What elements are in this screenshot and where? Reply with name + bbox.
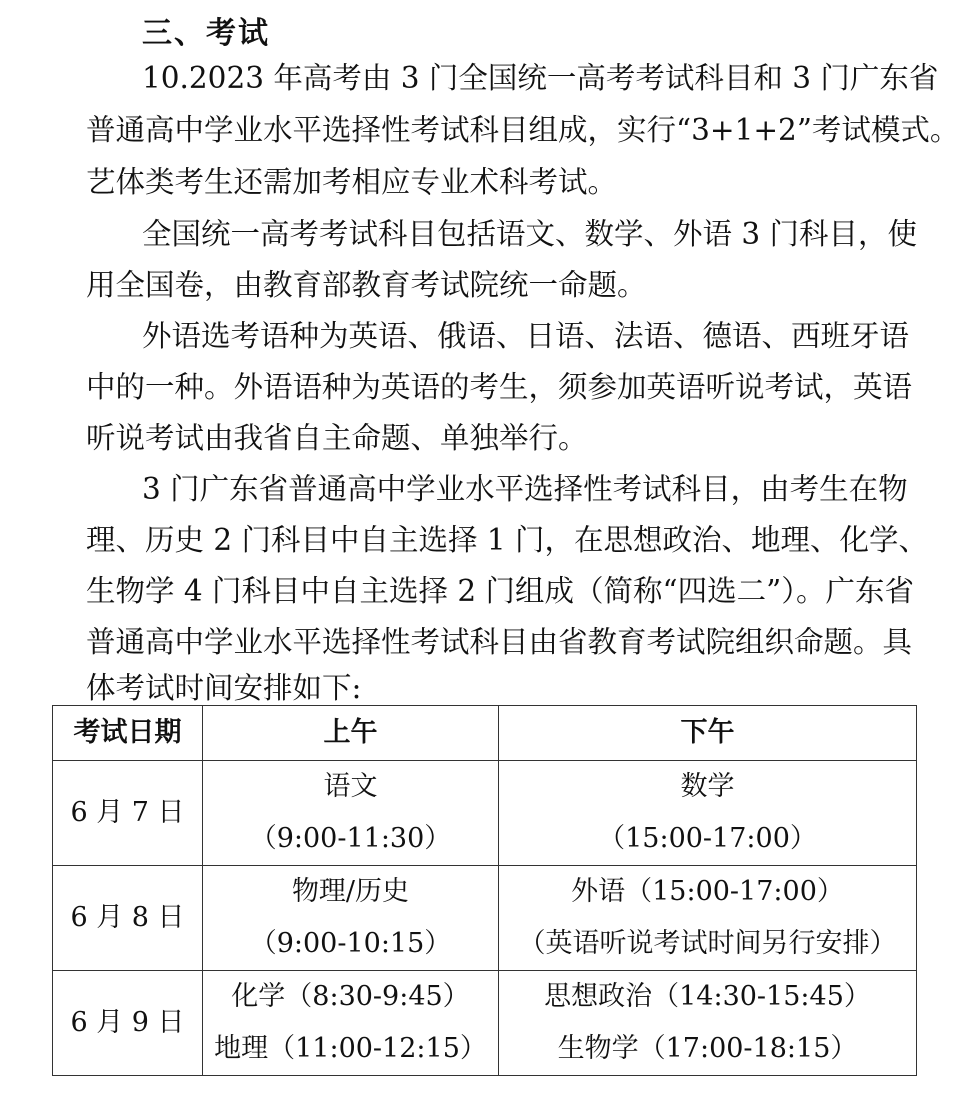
afternoon-subject-2: 生物学（17:00-18:15） [557, 1033, 858, 1064]
afternoon-note: （英语听说考试时间另行安排） [518, 928, 897, 959]
afternoon-subject: 数学 [680, 771, 735, 802]
row-date: 6 月 9 日 [53, 971, 203, 1076]
morning-subject-1: 化学（8:30-9:45） [231, 981, 470, 1012]
morning-time: （9:00-10:15） [249, 928, 452, 959]
section-heading: 三、考试 [142, 16, 270, 51]
paragraph-4-line-3: 生物学 4 门科目中自主选择 2 门组成（简称“四选二”）。广东省 [86, 574, 914, 608]
header-date: 考试日期 [53, 706, 203, 761]
morning-time: （9:00-11:30） [249, 823, 452, 854]
paragraph-4-line-1: 3 门广东省普通高中学业水平选择性考试科目，由考生在物 [142, 472, 908, 506]
afternoon-cell [499, 761, 917, 866]
paragraph-3-line-3: 听说考试由我省自主命题、单独举行。 [86, 421, 588, 455]
afternoon-subject: 外语（15:00-17:00） [571, 876, 844, 907]
morning-cell [203, 761, 499, 866]
paragraph-4-line-4: 普通高中学业水平选择性考试科目由省教育考试院组织命题。具 [86, 625, 913, 659]
paragraph-4-line-5: 体考试时间安排如下: [86, 671, 362, 705]
paragraph-1-line-3: 艺体类考生还需加考相应专业术科考试。 [86, 165, 618, 199]
table-row [53, 761, 917, 866]
paragraph-4-line-2: 理、历史 2 门科目中自主选择 1 门，在思想政治、地理、化学、 [86, 523, 929, 557]
morning-cell [203, 866, 499, 971]
afternoon-cell [499, 971, 917, 1076]
paragraph-1-line-1: 10.2023 年高考由 3 门全国统一高考考试科目和 3 门广东省 [142, 61, 939, 95]
row-date: 6 月 8 日 [53, 866, 203, 971]
paragraph-2-line-2: 用全国卷，由教育部教育考试院统一命题。 [86, 268, 647, 302]
header-afternoon: 下午 [499, 706, 917, 761]
exam-schedule-table [52, 705, 917, 1076]
table-header-row [53, 706, 917, 761]
paragraph-2-line-1: 全国统一高考考试科目包括语文、数学、外语 3 门科目，使 [142, 217, 918, 251]
morning-cell [203, 971, 499, 1076]
table-row [53, 866, 917, 971]
paragraph-3-line-1: 外语选考语种为英语、俄语、日语、法语、德语、西班牙语 [142, 319, 910, 353]
morning-subject: 语文 [323, 771, 378, 802]
table-row [53, 971, 917, 1076]
afternoon-subject-1: 思想政治（14:30-15:45） [544, 981, 871, 1012]
row-date: 6 月 7 日 [53, 761, 203, 866]
afternoon-cell [499, 866, 917, 971]
morning-subject: 物理/历史 [291, 876, 410, 907]
morning-subject-2: 地理（11:00-12:15） [214, 1033, 487, 1064]
paragraph-1-line-2: 普通高中学业水平选择性考试科目组成，实行“3+1+2”考试模式。 [86, 113, 960, 147]
paragraph-3-line-2: 中的一种。外语语种为英语的考生，须参加英语听说考试，英语 [86, 370, 913, 404]
afternoon-time: （15:00-17:00） [598, 823, 817, 854]
header-morning: 上午 [203, 706, 499, 761]
